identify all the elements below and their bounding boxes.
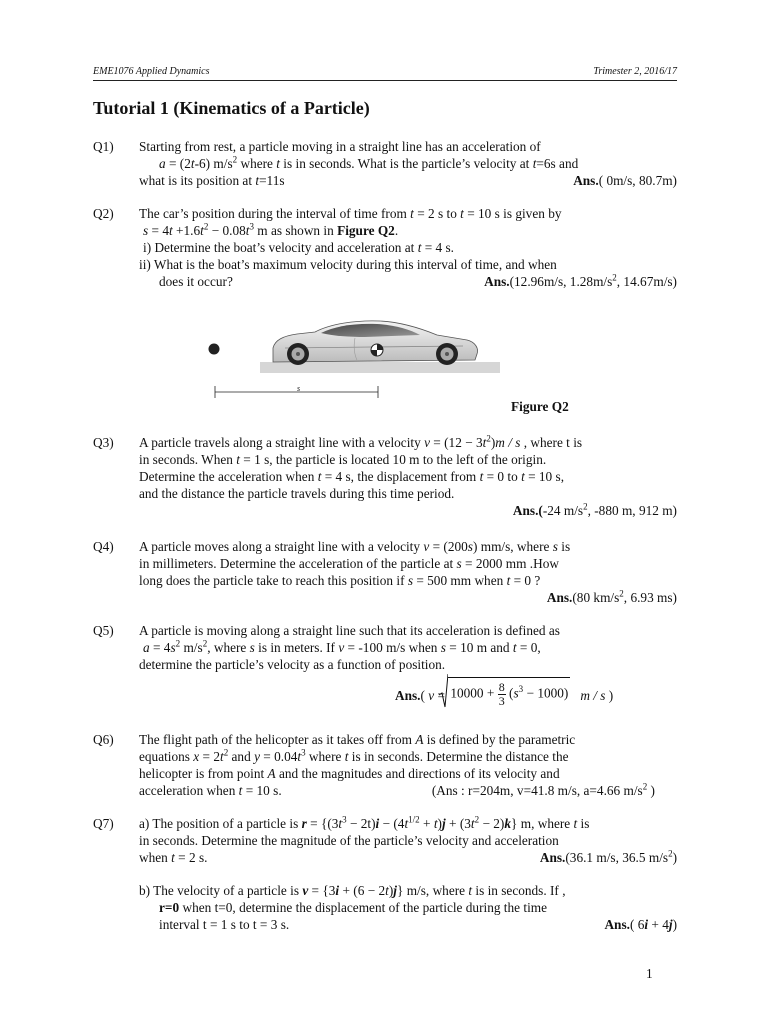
center-marker [371,344,383,356]
figure-q2-car [205,318,505,413]
q5-line2: $a = 4s^2$ $m/s^2$, where s is in meters. If v = -100 m/s when s = 10 m and t = 0, [143,638,541,655]
q3-line1: A particle travels along a straight line with a velocity $v = (12 - 3t^2)m / s$ , where t is [139,433,583,450]
figure-label: Figure Q2 [511,399,569,414]
q2-line1: The car’s position during the interval of time from t = 2 s to t = 10 s is given by [139,206,562,221]
q5-line1: A particle is moving along a straight line such that its acceleration is defined as [139,623,560,638]
question-q7 [93,815,677,933]
question-q4 [93,538,677,606]
page-header [93,66,677,81]
question-q6 [93,731,677,799]
q6-answer: (Ans : r=204m, v=41.8 m/s, a=4.66 $m/s^2$ ) [431,781,655,798]
q7b-line2: r=0 when t=0, determine the displacement of the particle during the time [159,900,548,915]
question-number: Q6) [93,732,114,747]
q4-answer: Ans.(80 $km/s^2$, 6.93 ms) [546,588,677,605]
q7a-line1: a) The position of a particle is $r = \{(3t^3 - 2t)i - (4t^{1/2} + t)j + (3t^2 - 2)k\}$ m, where t is [139,814,590,831]
q3-answer: Ans.(-24 $m/s^2$, -880 m, 912 m) [512,501,677,518]
question-number: Q3) [93,435,114,450]
q1-line1: Starting from rest, a particle moving in a straight line has an acceleration of [139,139,541,154]
fraction-8-3: $\frac{8}{3}$ [498,680,505,709]
term-label: Trimester 2, 2016/17 [593,66,677,77]
q4-line2: in millimeters. Determine the acceleration of the particle at s = 2000 mm .How [139,556,559,571]
question-number: Q4) [93,539,114,554]
q3-line4: and the distance the particle travels during this time period. [139,486,455,501]
q1-line2: a = (2t-6) $m/s^2$ where t is in seconds. What is the particle’s velocity at t=6s and [159,154,579,171]
q4-line3: long does the particle take to reach this position if s = 500 mm when t = 0 ? [139,573,541,588]
q2-item2: ii) What is the boat’s maximum velocity during this interval of time, and when [139,257,557,272]
q5-line3: determine the particle’s velocity as a function of position. [139,657,446,672]
front-wheel [287,343,309,365]
question-number: Q1) [93,139,114,154]
q2-line2: $s = 4t +1.6t^2 - 0.08t^3$ m as shown in Figure Q2. [143,221,399,238]
dimension-label-s: s [297,384,301,393]
q6-line4: acceleration when t = 10 s. (Ans : r=204m, v=41.8 m/s, a=4.66 $m/s^2$ ) [139,781,655,798]
q6-line1: The flight path of the helicopter as it takes off from A is defined by the parametric [139,732,576,747]
q6-line2: equations $x = 2t^2$ and $y = 0.04t^3$ where t is in seconds. Determine the distance the [139,747,569,764]
q1-line3: what is its position at t=11s Ans.( 0m/s, 80.7m) [139,173,677,188]
q7a-answer: Ans.(36.1 m/s, 36.5 $m/s^2$) [539,848,677,865]
q7a-line2: in seconds. Determine the magnitude of the particle’s velocity and acceleration [139,833,559,848]
square-root: 10000 + $\frac{8}{3}$ $(s^3 - 1000)$ [448,685,570,708]
q7b-answer: Ans.( 6i + 4j) [604,917,677,932]
question-q5 [93,622,677,719]
q2-item3: does it occur? Ans.(12.96m/s, $1.28m/s^2$, 14.67m/s) [159,272,677,289]
rear-wheel [436,343,458,365]
question-number: Q2) [93,206,114,221]
q7b-line3: interval t = 1 s to t = 3 s. Ans.( 6i + 4j) [159,917,677,932]
q5-answer: Ans.( v = 10000 + $\frac{8}{3}$ $(s^3 - 1000)$ m / s ) [139,675,677,719]
q1-answer: Ans.( 0m/s, 80.7m) [573,173,677,188]
origin-point [209,344,220,355]
course-name: EME1076 Applied Dynamics [93,66,210,77]
question-q1 [93,138,677,189]
q3-line3: Determine the acceleration when t = 4 s, the displacement from t = 0 to t = 10 s, [139,469,565,484]
q4-line1: A particle moves along a straight line with a velocity v = (200s) mm/s, where s is [139,539,571,554]
page-number: 1 [646,966,653,981]
q7b-line1: b) The velocity of a particle is v = {3i + (6 − 2t)j} m/s, where t is in seconds. If , [139,883,566,898]
q7a-line3: when t = 2 s. Ans.(36.1 m/s, 36.5 $m/s^2$) [139,848,677,865]
q2-item1: i) Determine the boat’s velocity and acceleration at t = 4 s. [143,240,455,255]
question-q3 [93,434,677,519]
radical-sign-icon [438,673,448,709]
q3-line2: in seconds. When t = 1 s, the particle is located 10 m to the left of the origin. [139,452,547,467]
page-title: Tutorial 1 (Kinematics of a Particle) [93,98,370,118]
q2-answer: Ans.(12.96m/s, $1.28m/s^2$, 14.67m/s) [484,272,677,289]
question-number: Q5) [93,623,114,638]
q6-line3: helicopter is from point A and the magnitudes and directions of its velocity and [139,766,560,781]
question-q2 [93,205,677,290]
question-number: Q7) [93,816,114,831]
